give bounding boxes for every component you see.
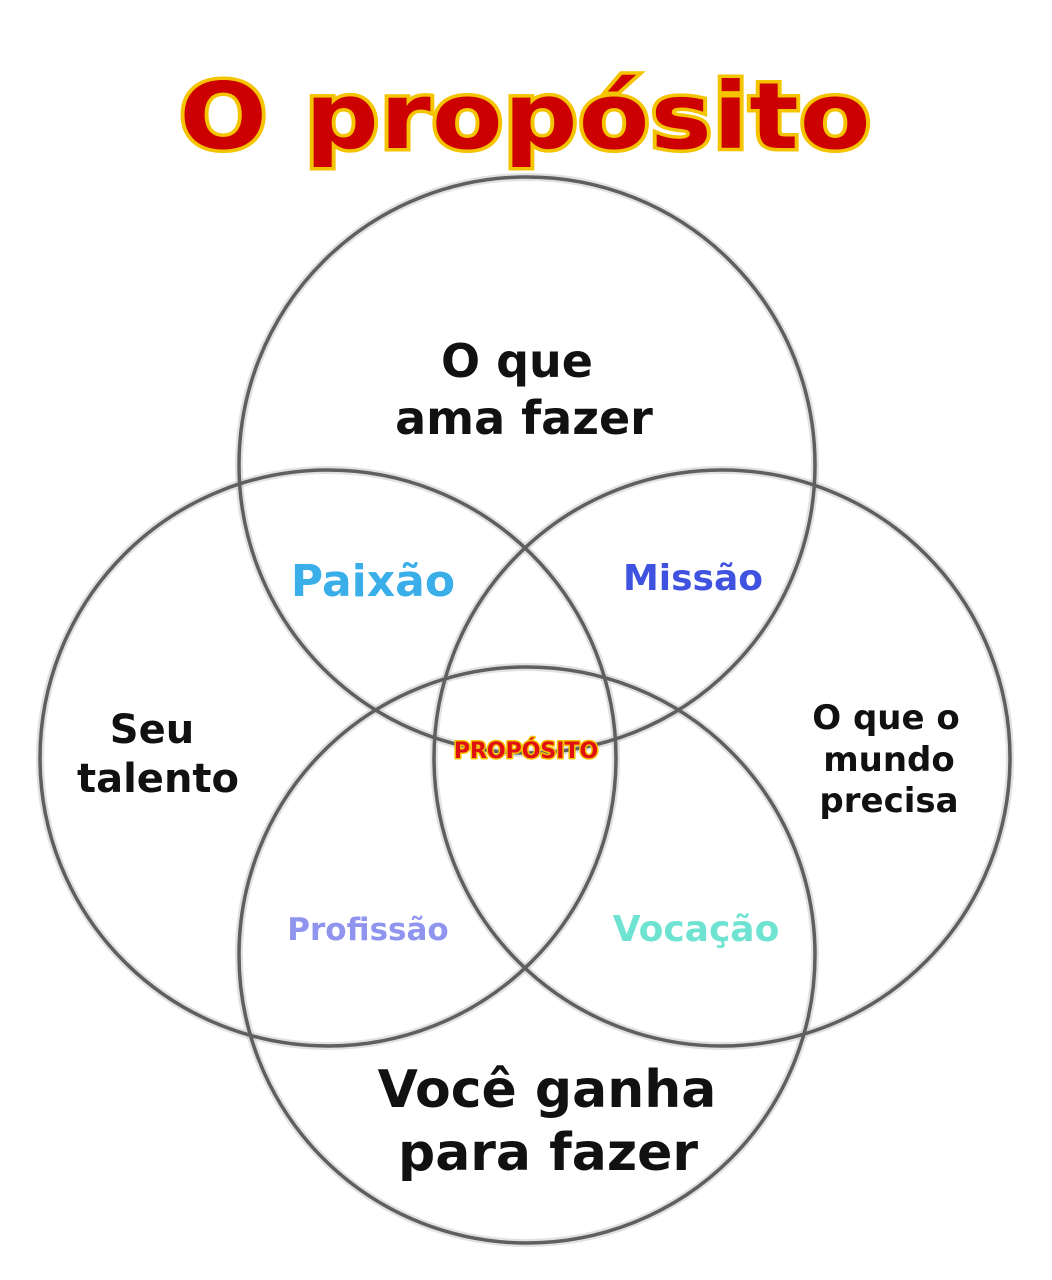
left-circle-label-line1: Seu — [109, 707, 195, 753]
intersection-proposito: PROPÓSITO — [453, 739, 599, 764]
intersection-profissao: Profissão — [287, 912, 449, 948]
right-circle-label-line3: precisa — [819, 781, 959, 821]
left-circle-label-line2: talento — [76, 756, 240, 802]
bottom-circle-label-line1: Você ganha — [377, 1060, 717, 1120]
intersection-missao: Missão — [622, 558, 764, 599]
intersection-paixao: Paixão — [290, 556, 456, 607]
bottom-circle-label-line2: para fazer — [397, 1123, 699, 1183]
intersection-vocacao: Vocação — [612, 909, 780, 950]
page-title: O propósito — [179, 63, 872, 170]
top-circle-label-line2: ama fazer — [395, 391, 653, 445]
top-circle-label-line1: O que — [441, 334, 593, 388]
right-circle-label-line2: mundo — [823, 740, 955, 780]
right-circle-label-line1: O que o — [812, 698, 960, 738]
